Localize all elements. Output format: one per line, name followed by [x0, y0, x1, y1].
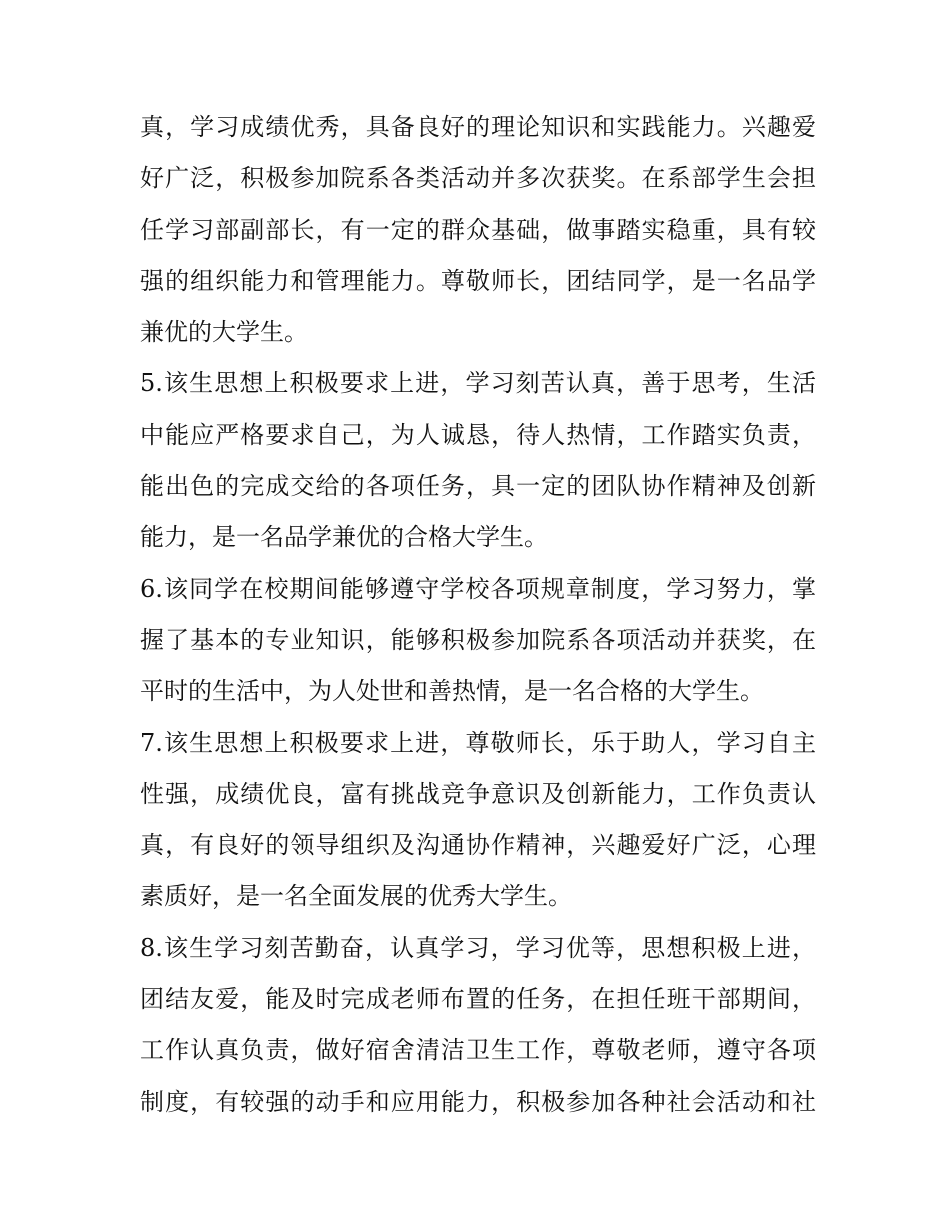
text-line: 制度，有较强的动手和应用能力，积极参加各种社会活动和社 — [140, 1087, 816, 1116]
text-line: 兼优的大学生。 — [140, 318, 308, 347]
text-line: 工作认真负责，做好宿舍清洁卫生工作，尊敬老师，遵守各项 — [140, 1036, 816, 1065]
text-line: 能力，是一名品学兼优的合格大学生。 — [140, 523, 548, 552]
text-line: 性强，成绩优良，富有挑战竞争意识及创新能力，工作负责认 — [140, 779, 816, 808]
text-line: 强的组织能力和管理能力。尊敬师长，团结同学，是一名品学 — [140, 266, 816, 295]
text-line: 能出色的完成交给的各项任务，具一定的团队协作精神及创新 — [140, 472, 816, 501]
text-line: 8.该生学习刻苦勤奋，认真学习，学习优等，思想积极上进， — [140, 933, 816, 962]
text-line: 团结友爱，能及时完成老师布置的任务，在担任班干部期间， — [140, 985, 816, 1014]
text-line: 6.该同学在校期间能够遵守学校各项规章制度，学习努力，掌 — [140, 574, 816, 603]
text-line: 7.该生思想上积极要求上进，尊敬师长，乐于助人，学习自主 — [140, 728, 816, 757]
text-line: 中能应严格要求自己，为人诚恳，待人热情，工作踏实负责， — [140, 420, 816, 449]
text-line: 握了基本的专业知识，能够积极参加院系各项活动并获奖，在 — [140, 625, 816, 654]
text-line: 平时的生活中，为人处世和善热情，是一名合格的大学生。 — [140, 677, 764, 706]
document-body — [140, 102, 816, 1128]
text-line: 好广泛，积极参加院系各类活动并多次获奖。在系部学生会担 — [140, 164, 816, 193]
text-line: 5.该生思想上积极要求上进，学习刻苦认真，善于思考，生活 — [140, 369, 816, 398]
text-line: 真，有良好的领导组织及沟通协作精神，兴趣爱好广泛，心理 — [140, 831, 816, 860]
text-line: 真，学习成绩优秀，具备良好的理论知识和实践能力。兴趣爱 — [140, 113, 816, 141]
text-line: 任学习部副部长，有一定的群众基础，做事踏实稳重，具有较 — [140, 215, 816, 244]
text-line: 素质好，是一名全面发展的优秀大学生。 — [140, 882, 572, 911]
